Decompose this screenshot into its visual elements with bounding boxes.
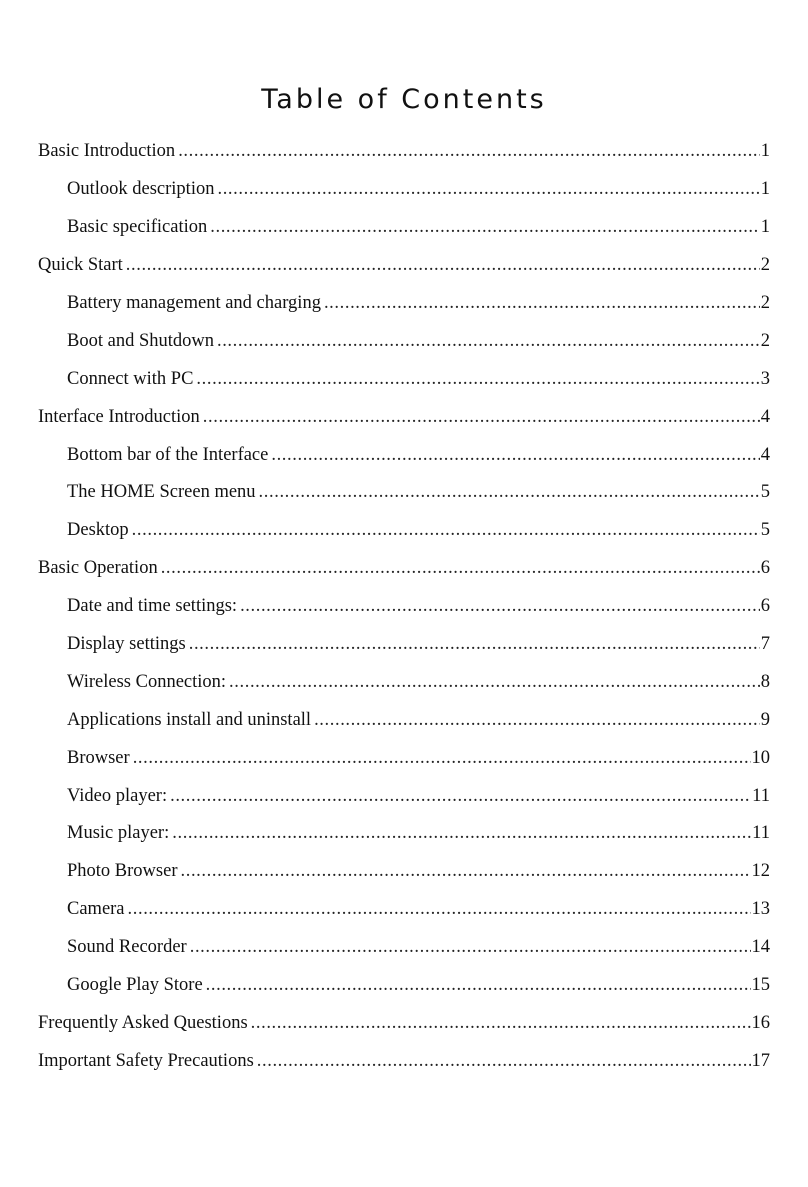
toc-subsection-entry[interactable] (0, 171, 770, 209)
dot-leader (133, 748, 751, 769)
toc-entry-title: Basic specification (67, 217, 208, 238)
toc-entry-title: Important Safety Precautions (38, 1050, 254, 1071)
toc-page-number: 10 (751, 747, 770, 768)
dot-leader (172, 823, 751, 844)
toc-subsection-entry[interactable] (0, 701, 770, 739)
toc-page-number: 13 (751, 899, 770, 920)
toc-subsection-entry[interactable] (0, 815, 770, 853)
toc-entry-title: Camera (67, 899, 125, 920)
dot-leader (161, 558, 760, 579)
toc-subsection-entry[interactable] (0, 322, 770, 360)
toc-section-entry[interactable] (0, 133, 770, 171)
toc-entry-title: Basic Operation (38, 558, 158, 579)
toc-subsection-entry[interactable] (0, 929, 770, 967)
toc-section-entry[interactable] (0, 398, 770, 436)
dot-leader (324, 293, 760, 314)
toc-entry-title: Desktop (67, 520, 129, 541)
toc-page-number: 2 (760, 255, 770, 276)
toc-entry-title: Sound Recorder (67, 937, 187, 958)
dot-leader (196, 369, 759, 390)
toc-subsection-entry[interactable] (0, 209, 770, 247)
toc-entry-title: Quick Start (38, 255, 123, 276)
toc-entry-title: Google Play Store (67, 975, 203, 996)
toc-entry-title: Battery management and charging (67, 293, 321, 313)
page-title: Table of Contents (261, 84, 547, 115)
toc-page-number: 9 (760, 709, 770, 730)
toc-subsection-entry[interactable] (0, 739, 770, 777)
dot-leader (189, 634, 760, 655)
toc-page-number: 3 (760, 368, 770, 389)
toc-entry-title: The HOME Screen menu (67, 482, 256, 503)
dot-leader (314, 710, 760, 731)
dot-leader (259, 482, 760, 503)
toc-entry-title: Browser (67, 747, 130, 768)
toc-page-number: 7 (760, 634, 770, 655)
toc-page-number: 6 (760, 596, 770, 617)
table-of-contents (0, 133, 808, 1080)
dot-leader (128, 899, 751, 920)
dot-leader (251, 1013, 751, 1034)
toc-page-number: 14 (751, 937, 770, 958)
toc-page-number: 17 (751, 1050, 770, 1071)
dot-leader (126, 255, 760, 276)
toc-entry-title: Display settings (67, 634, 186, 655)
toc-entry-title: Date and time settings: (67, 596, 238, 617)
toc-entry-title: Music player: (67, 823, 170, 844)
toc-entry-title: Frequently Asked Questions (38, 1012, 248, 1033)
toc-entry-title: Connect with PC (67, 368, 194, 389)
toc-page-number: 16 (751, 1012, 770, 1033)
toc-page-number: 5 (760, 520, 770, 541)
toc-page-number: 5 (760, 482, 770, 503)
toc-page-number: 2 (760, 330, 770, 351)
dot-leader (229, 672, 760, 693)
toc-entry-title: Outlook description (67, 179, 215, 200)
toc-subsection-entry[interactable] (0, 360, 770, 398)
toc-section-entry[interactable] (0, 1042, 770, 1080)
toc-page-number: 8 (760, 671, 770, 692)
toc-section-entry[interactable] (0, 1004, 770, 1042)
toc-page-number: 11 (752, 823, 770, 844)
toc-entry-title: Bottom bar of the Interface (67, 444, 269, 465)
dot-leader (271, 445, 759, 466)
toc-subsection-entry[interactable] (0, 777, 770, 815)
toc-entry-title: Basic Introduction (38, 141, 176, 162)
dot-leader (178, 141, 760, 162)
dot-leader (132, 520, 760, 541)
toc-page-number: 1 (760, 141, 770, 162)
toc-subsection-entry[interactable] (0, 285, 770, 323)
toc-subsection-entry[interactable] (0, 663, 770, 701)
dot-leader (190, 937, 751, 958)
dot-leader (181, 861, 751, 882)
dot-leader (203, 407, 760, 428)
toc-page-number: 1 (760, 217, 770, 238)
dot-leader (217, 179, 759, 200)
toc-entry-title: Photo Browser (67, 861, 178, 882)
toc-page-number: 4 (760, 406, 770, 427)
toc-subsection-entry[interactable] (0, 891, 770, 929)
toc-subsection-entry[interactable] (0, 512, 770, 550)
toc-page-number: 15 (751, 975, 770, 996)
toc-entry-title: Video player: (67, 785, 168, 806)
dot-leader (206, 975, 751, 996)
toc-entry-title: Applications install and uninstall (67, 709, 312, 730)
toc-subsection-entry[interactable] (0, 436, 770, 474)
dot-leader (170, 786, 751, 807)
toc-page-number: 2 (760, 293, 770, 313)
toc-page-number: 11 (752, 785, 770, 806)
dot-leader (257, 1051, 751, 1072)
toc-subsection-entry[interactable] (0, 588, 770, 626)
dot-leader (217, 331, 760, 352)
toc-page-number: 12 (751, 861, 770, 882)
toc-subsection-entry[interactable] (0, 853, 770, 891)
toc-section-entry[interactable] (0, 247, 770, 285)
toc-subsection-entry[interactable] (0, 967, 770, 1005)
dot-leader (210, 217, 760, 238)
toc-subsection-entry[interactable] (0, 474, 770, 512)
toc-entry-title: Interface Introduction (38, 406, 200, 427)
dot-leader (240, 596, 760, 617)
toc-page-number: 4 (760, 444, 770, 465)
toc-entry-title: Boot and Shutdown (67, 330, 214, 351)
toc-page-number: 6 (760, 558, 770, 579)
toc-page-number: 1 (760, 179, 770, 200)
toc-section-entry[interactable] (0, 550, 770, 588)
toc-entry-title: Wireless Connection: (67, 671, 227, 692)
toc-subsection-entry[interactable] (0, 626, 770, 664)
